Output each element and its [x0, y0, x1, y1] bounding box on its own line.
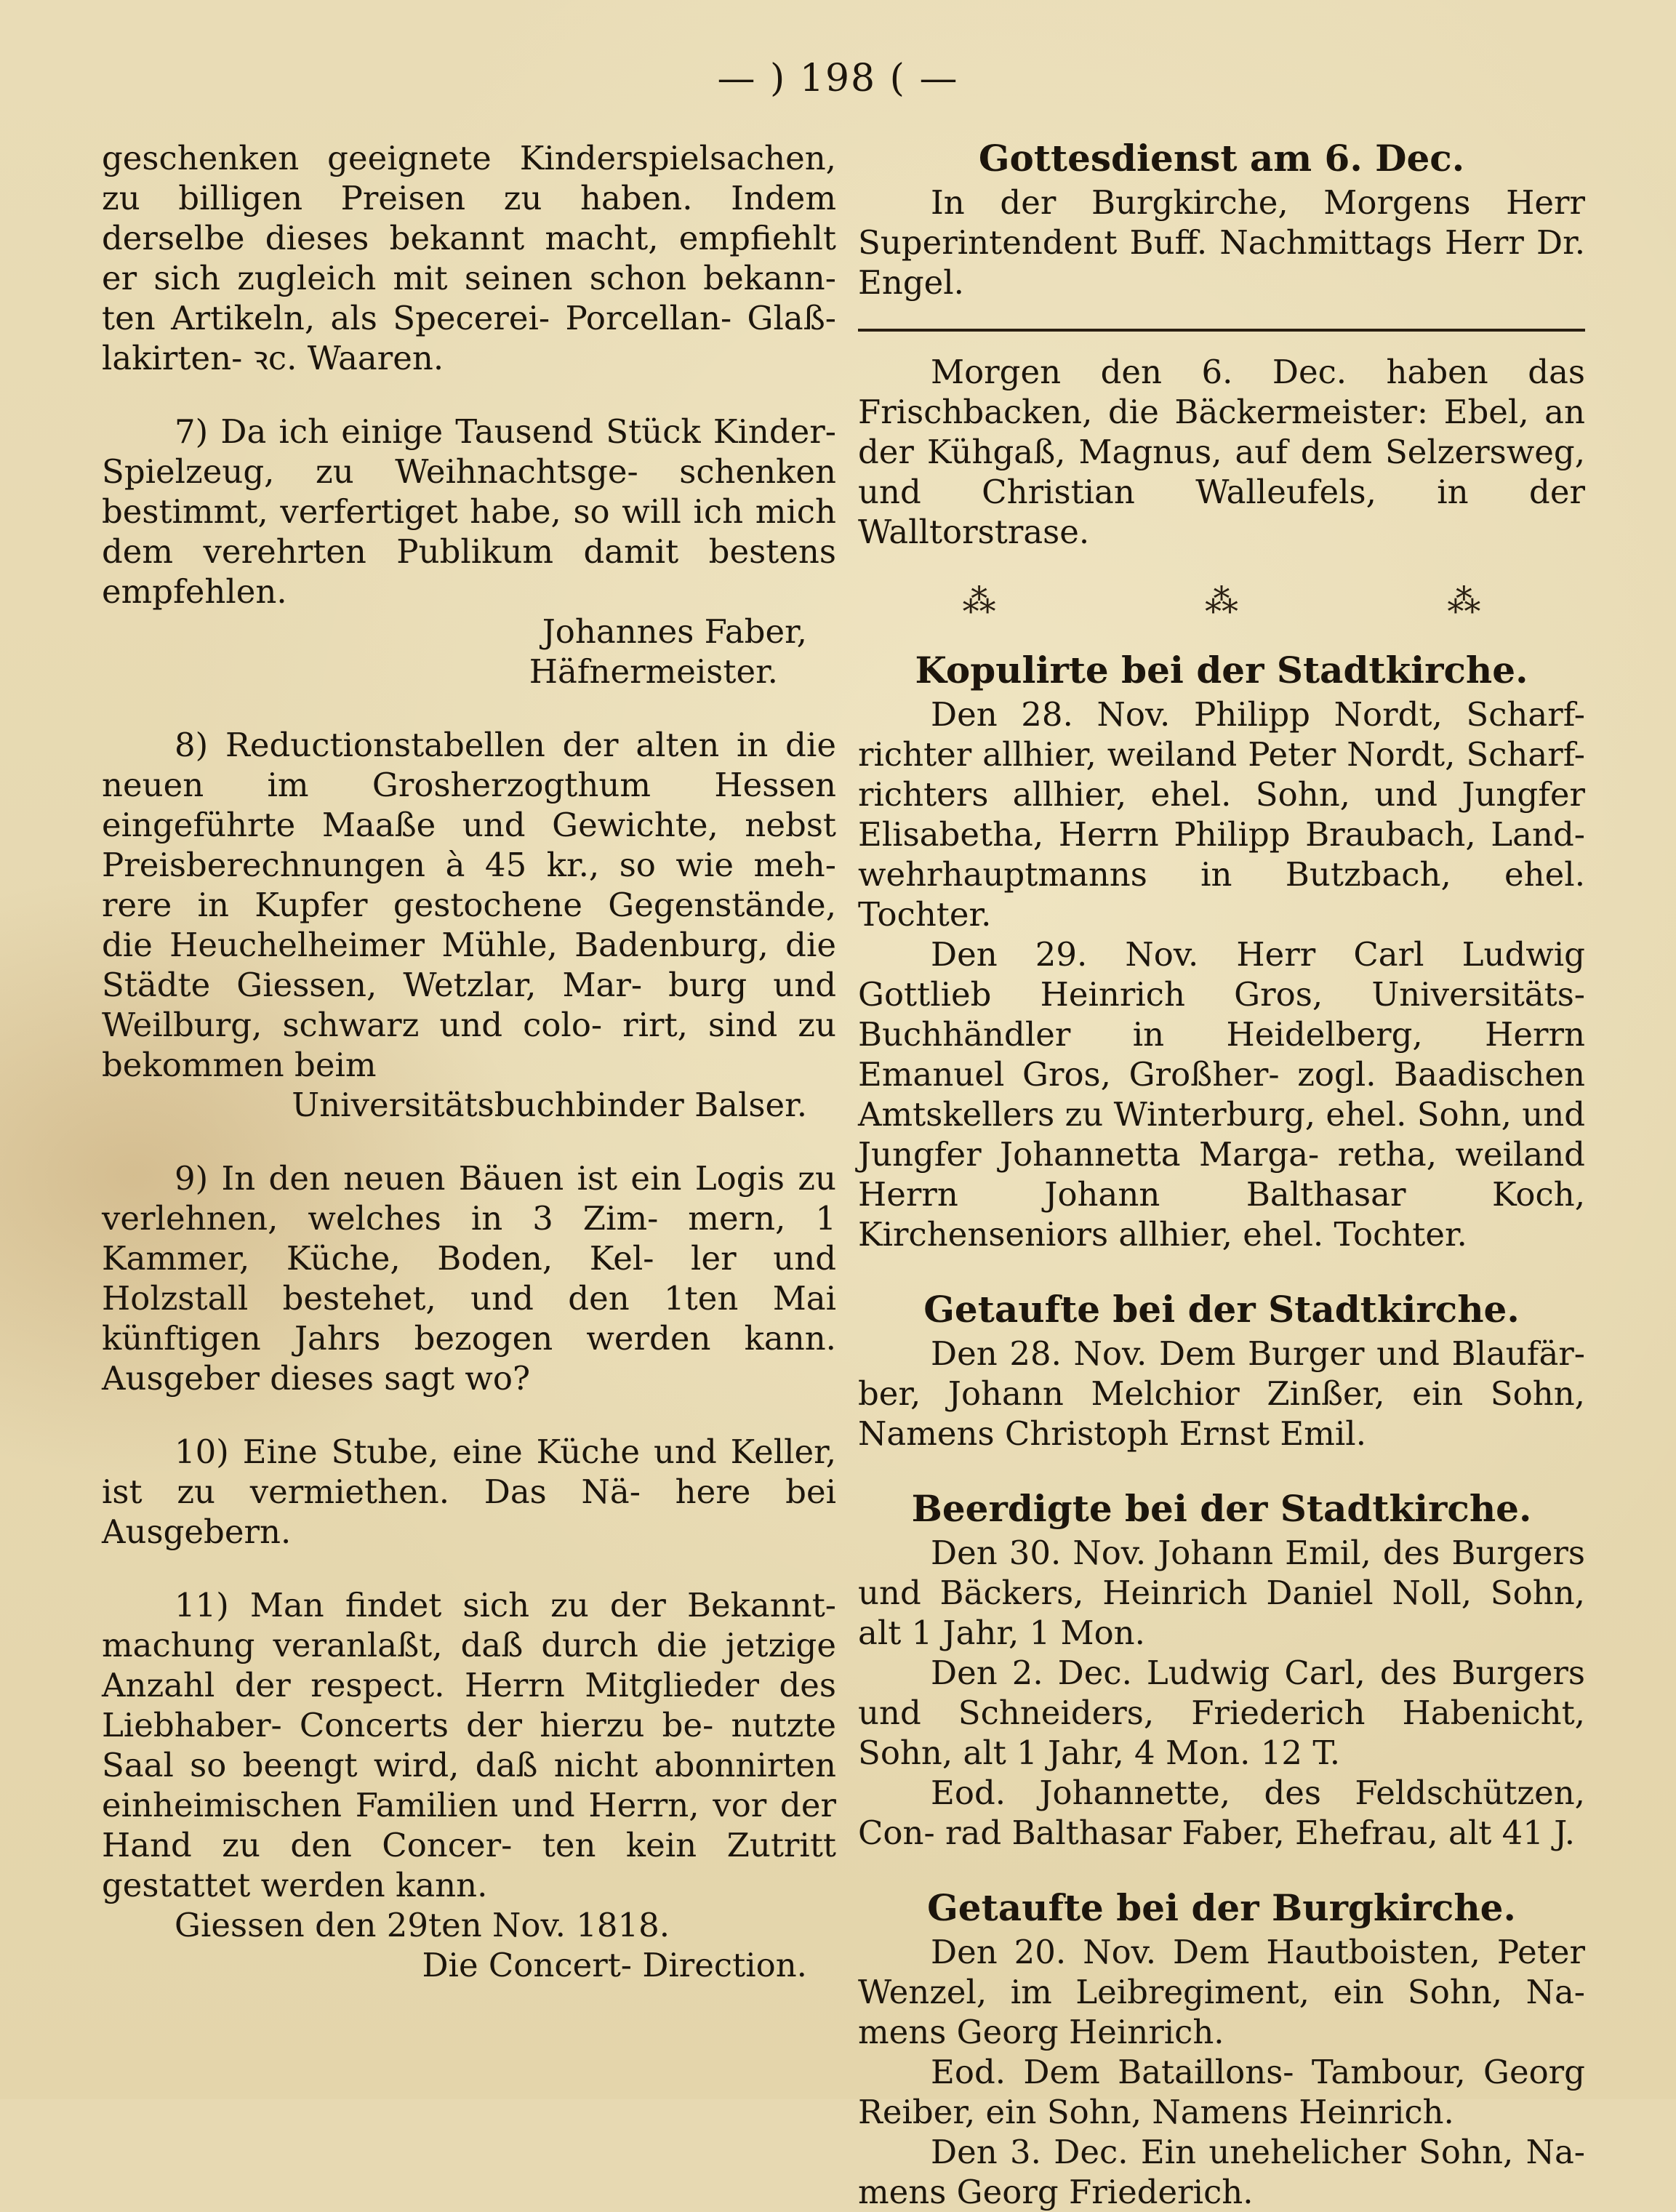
- notice-8-text: 8) Reductionstabellen der alten in die neuen im Grosherzogthum Hessen eingeführte Maaße und Gewichte, nebst Preisberechnungen à 45 kr., so wie meh- rere in Kupfer gestochene Gegenstände, die Heuchelheimer Mühle, Badenburg, die Städte Giessen, Wetzlar, Mar- burg und Weilburg, schwarz und colo- rirt, sind zu bekommen beim: [102, 726, 836, 1084]
- burial-entry: Eod. Johannette, des Feldschützen, Con- rad Balthasar Faber, Ehefrau, alt 41 J.: [858, 1774, 1585, 1852]
- right-column: [858, 138, 1585, 2212]
- ornament-divider: [858, 581, 1585, 621]
- notice-6-text: geschenken geeignete Kinderspielsachen, zu billigen Preisen zu haben. Indem derselbe dieses bekannt macht, empfiehlt er sich zugleich mit seinen schon bekann- ten Artikeln, als Specerei- Porcellan- Glaß- lakirten- ꝛc. Waaren.: [102, 139, 836, 377]
- notice-7: [102, 412, 836, 692]
- baptisms-city-heading: Getaufte bei der Stadtkirche.: [923, 1288, 1520, 1331]
- left-column: [102, 138, 836, 2019]
- church-service: [858, 138, 1585, 302]
- notice-6-continued: [102, 138, 836, 378]
- marriages-section: [858, 650, 1585, 1254]
- burials-heading: Beerdigte bei der Stadtkirche.: [911, 1487, 1532, 1530]
- baptism-entry: Den 3. Dec. Ein unehelicher Sohn, Na- mens Georg Friederich.: [858, 2133, 1585, 2211]
- burial-entry: Den 2. Dec. Ludwig Carl, des Burgers und Schneiders, Friederich Habenicht, Sohn, alt 1 Jahr, 4 Mon. 12 T.: [858, 1654, 1585, 1772]
- baptisms-castle-heading: Getaufte bei der Burgkirche.: [927, 1886, 1516, 1929]
- notice-11-place-date: Giessen den 29ten Nov. 1818.: [175, 1906, 670, 1944]
- baptism-entry: Den 28. Nov. Dem Burger und Blaufär- ber, Johann Melchior Zinßer, ein Sohn, Namens Christoph Ernst Emil.: [858, 1334, 1585, 1453]
- baptisms-castle-section: [858, 1888, 1585, 2212]
- asterism-icon: ⁂: [1204, 581, 1238, 620]
- marriages-heading: Kopulirte bei der Stadtkirche.: [915, 649, 1528, 692]
- church-service-heading: Gottesdienst am 6. Dec.: [978, 137, 1465, 180]
- asterism-icon: ⁂: [1447, 581, 1481, 620]
- section-divider: [858, 329, 1585, 332]
- notice-7-signature-title: Häfnermeister.: [529, 652, 778, 691]
- notice-10: [102, 1432, 836, 1552]
- notice-8: [102, 725, 836, 1125]
- notice-8-signature: Universitätsbuchbinder Balser.: [292, 1086, 807, 1124]
- baptisms-city-section: [858, 1289, 1585, 1454]
- baptism-entry: Den 20. Nov. Dem Hautboisten, Peter Wenzel, im Leibregiment, ein Sohn, Na- mens Georg Heinrich.: [858, 1933, 1585, 2051]
- page-number: — ) 198 ( —: [717, 57, 959, 100]
- notice-7-text: 7) Da ich einige Tausend Stück Kinder- Spielzeug, zu Weihnachtsge- schenken bestimmt, verfertiget habe, so will ich mich dem verehrten Publikum damit bestens empfehlen.: [102, 412, 836, 611]
- marriage-entry: Den 28. Nov. Philipp Nordt, Scharf- richter allhier, weiland Peter Nordt, Scharf- richters allhier, ehel. Sohn, und Jungfer Elisabetha, Herrn Philipp Braubach, Land- wehrhauptmanns in Butzbach, ehel. Tochter.: [858, 695, 1585, 934]
- notice-11: [102, 1585, 836, 1985]
- notice-7-signature-name: Johannes Faber,: [542, 612, 807, 651]
- marriage-entry: Den 29. Nov. Herr Carl Ludwig Gottlieb Heinrich Gros, Universitäts- Buchhändler in Heidelberg, Herrn Emanuel Gros, Großher- zogl. Baadischen Amtskellers zu Winterburg, ehel. Sohn, und Jungfer Johannetta Marga- retha, weiland Herrn Johann Balthasar Koch, Kirchenseniors allhier, ehel. Tochter.: [858, 935, 1585, 1254]
- notice-11-text: 11) Man findet sich zu der Bekannt- machung veranlaßt, daß durch die jetzige Anzahl der respect. Herrn Mitglieder des Liebhaber- Concerts der hierzu be- nutzte Saal so beengt wird, daß nicht abonnirten einheimischen Familien und Herrn, vor der Hand zu den Concer- ten kein Zutritt gestattet werden kann.: [102, 1586, 836, 1904]
- bakers-notice: Morgen den 6. Dec. haben das Frischbacken, die Bäckermeister: Ebel, an der Kühgaß, Magnus, auf dem Selzersweg, und Christian Walleufels, in der Walltorstrase.: [858, 353, 1585, 551]
- burials-section: [858, 1488, 1585, 1853]
- burial-entry: Den 30. Nov. Johann Emil, des Burgers und Bäckers, Heinrich Daniel Noll, Sohn, alt 1 Jahr, 1 Mon.: [858, 1534, 1585, 1652]
- notice-9: [102, 1158, 836, 1398]
- asterism-icon: ⁂: [962, 581, 996, 620]
- notice-11-signature: Die Concert- Direction.: [422, 1946, 807, 1984]
- baptism-entry: Eod. Dem Bataillons- Tambour, Georg Reiber, ein Sohn, Namens Heinrich.: [858, 2053, 1585, 2131]
- notice-9-text: 9) In den neuen Bäuen ist ein Logis zu verlehnen, welches in 3 Zim- mern, 1 Kammer, Küche, Boden, Kel- ler und Holzstall bestehet, und den 1ten Mai künftigen Jahrs bezogen werden kann. Ausgeber dieses sagt wo?: [102, 1159, 836, 1398]
- church-service-text: In der Burgkirche, Morgens Herr Superintendent Buff. Nachmittags Herr Dr. Engel.: [858, 183, 1585, 302]
- notice-10-text: 10) Eine Stube, eine Küche und Keller, ist zu vermiethen. Das Nä- here bei Ausgebern.: [102, 1432, 836, 1551]
